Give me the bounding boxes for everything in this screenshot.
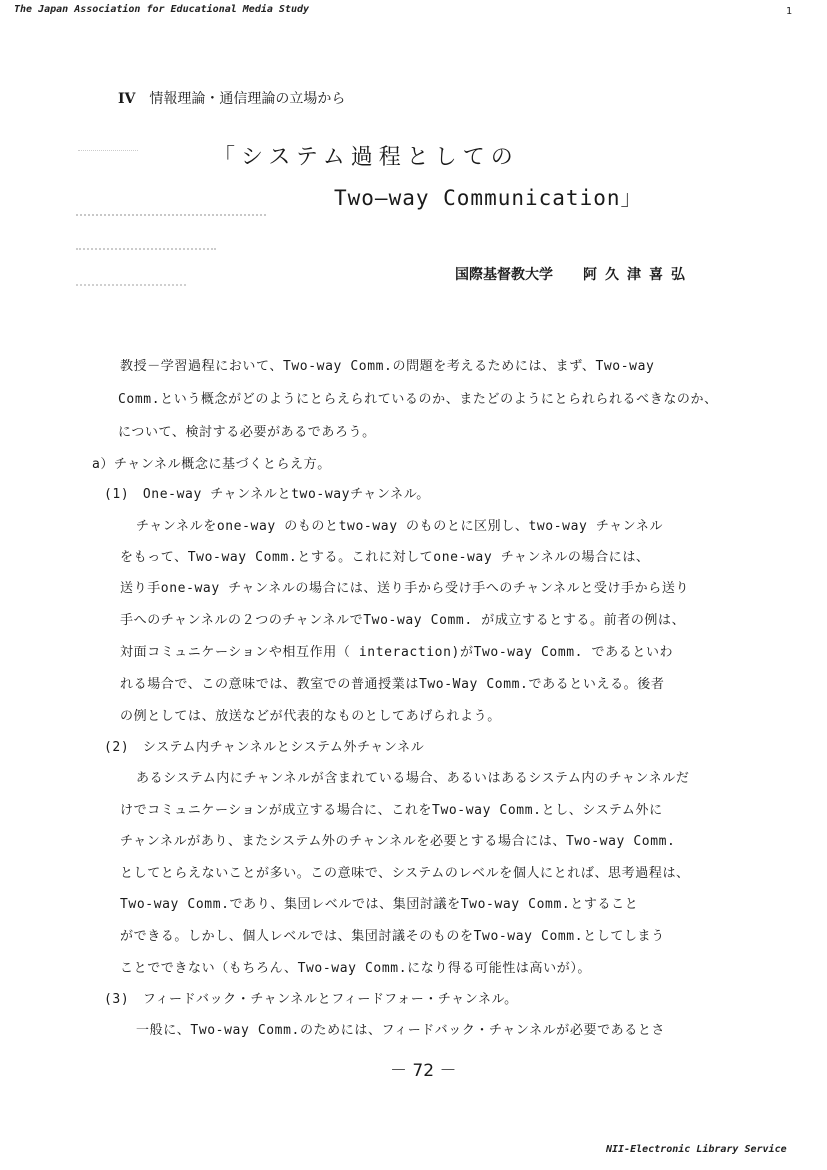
body-line: 一般に、Two-way Comm.のためには、フィードバック・チャンネルが必要であるとさ	[136, 1023, 666, 1038]
author-name: 阿久津喜弘	[583, 267, 693, 283]
body-line: Comm.という概念がどのようにとらえられているのか、またどのようにとられられるべきなのか、	[118, 392, 718, 407]
body-line: ことでできない（もちろん、Two-way Comm.になり得る可能性は高いが）。	[120, 961, 592, 976]
journal-header: The Japan Association for Educational Media Study	[14, 4, 310, 15]
body-line: としてとらえないことが多い。この意味で、システムのレベルを個人にとれば、思考過程は、	[120, 866, 690, 881]
body-line: (3) フィードバック・チャンネルとフィードフォー・チャンネル。	[104, 992, 518, 1007]
footer-service: NII-Electronic Library Service	[606, 1144, 787, 1155]
section-number: IV	[118, 91, 136, 107]
scan-artifact	[76, 214, 266, 220]
body-line: 手へのチャンネルの２つのチャンネルでTwo-way Comm. が成立するとする。前者の例は、	[120, 613, 686, 628]
scan-artifact	[76, 248, 216, 254]
body-line: (1) One-way チャンネルとtwo-wayチャンネル。	[104, 487, 430, 502]
section-heading	[118, 88, 345, 108]
title-line-2: Two—way Communication」	[334, 186, 643, 210]
body-line: a）チャンネル概念に基づくとらえ方。	[92, 457, 331, 472]
scan-artifact	[78, 150, 138, 155]
scan-artifact	[76, 284, 186, 290]
body-line: チャンネルがあり、またシステム外のチャンネルを必要とする場合には、Two-way Comm.	[120, 834, 676, 849]
body-line: チャンネルをone-way のものとtwo-way のものとに区別し、two-way チャンネル	[136, 519, 664, 534]
author-affiliation: 国際基督教大学	[455, 267, 553, 283]
body-line: あるシステム内にチャンネルが含まれている場合、あるいはあるシステム内のチャンネルだ	[136, 771, 690, 786]
body-line: の例としては、放送などが代表的なものとしてあげられよう。	[120, 709, 501, 724]
body-line: れる場合で、この意味では、教室での普通授業はTwo-Way Comm.であるといえる。後者	[120, 677, 665, 692]
body-line: について、検討する必要があるであろう。	[118, 425, 376, 440]
body-line: 教授－学習過程において、Two-way Comm.の問題を考えるためには、まず、Two-way	[120, 359, 655, 374]
body-line: けでコミュニケーションが成立する場合に、これをTwo-way Comm.とし、システム外に	[120, 803, 663, 818]
author-block	[455, 264, 693, 284]
body-line: 送り手one-way チャンネルの場合には、送り手から受け手へのチャンネルと受け手から送り	[120, 581, 690, 596]
body-line: (2) システム内チャンネルとシステム外チャンネル	[104, 740, 425, 755]
body-line: Two-way Comm.であり、集団レベルでは、集団討議をTwo-way Comm.とすること	[120, 897, 639, 912]
page-number: － 72 －	[390, 1061, 457, 1081]
body-line: ができる。しかし、個人レベルでは、集団討議そのものをTwo-way Comm.としてしまう	[120, 929, 665, 944]
corner-mark: 1	[786, 6, 793, 17]
body-line: 対面コミュニケーションや相互作用（ interaction)がTwo-way Comm. であるといわ	[120, 645, 674, 660]
title-line-1: 「システム過程としての	[213, 145, 519, 170]
section-title: 情報理論・通信理論の立場から	[149, 91, 346, 107]
body-line: をもって、Two-way Comm.とする。これに対してone-way チャンネルの場合には、	[120, 550, 650, 565]
